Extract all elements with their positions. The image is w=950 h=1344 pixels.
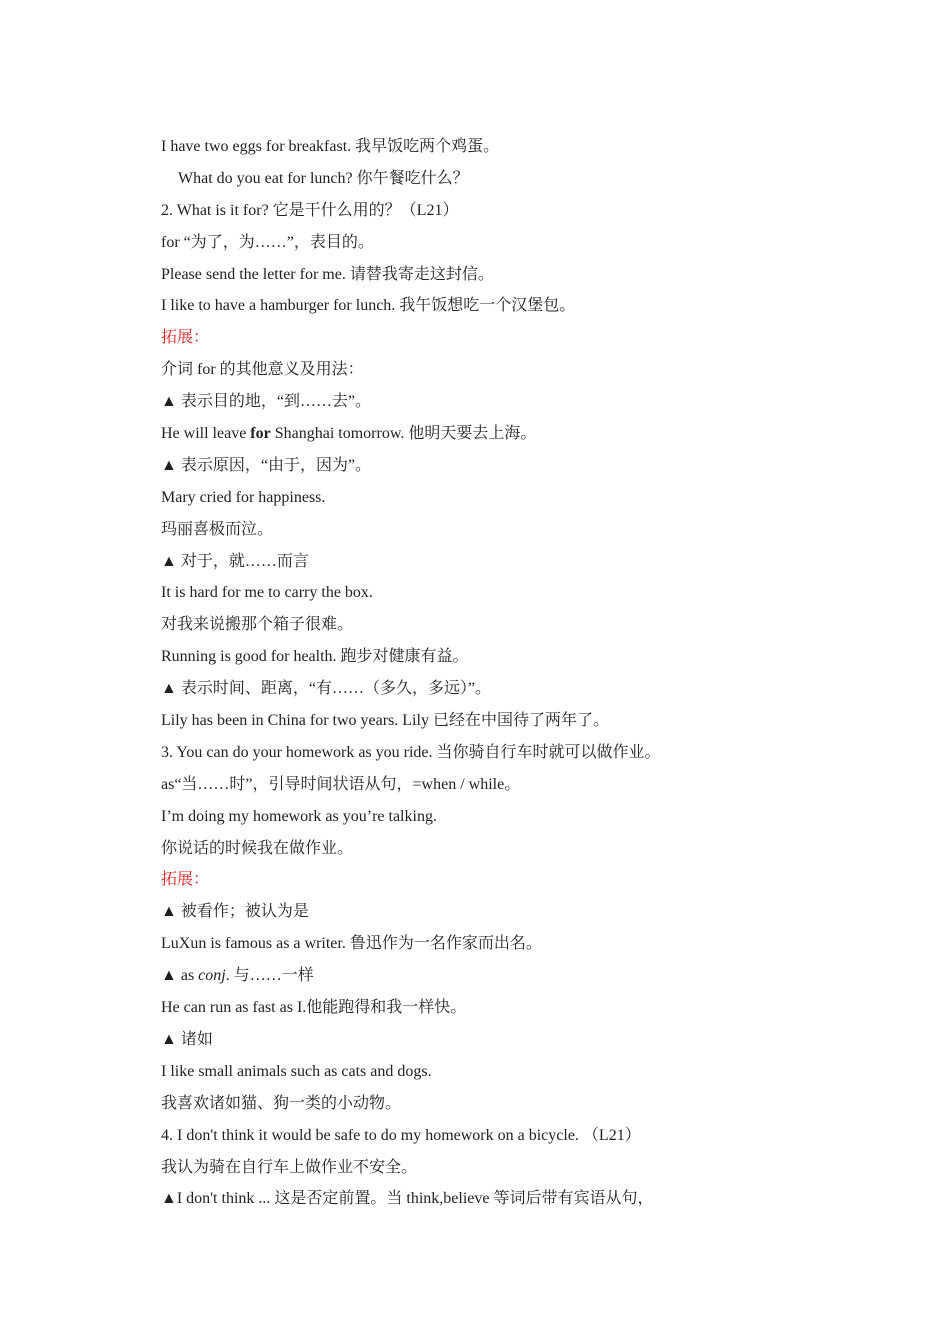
text-line: Please send the letter for me. 请替我寄走这封信。 xyxy=(161,265,494,283)
document-body xyxy=(161,131,881,1215)
bullet-line: ▲I don't think ... 这是否定前置。当 think,believe 等词后带有宾语从句， xyxy=(161,1190,654,1208)
text-line: 我喜欢诸如猫、狗一类的小动物。 xyxy=(161,1094,402,1112)
text-line: I like to have a hamburger for lunch. 我午饭想吃一个汉堡包。 xyxy=(161,297,576,315)
numbered-heading: 2. What is it for? 它是干什么用的？（L21） xyxy=(161,201,459,219)
bullet-line: ▲ 表示时间、距离，“有……（多久，多远）”。 xyxy=(161,680,492,698)
text-line: Mary cried for happiness. xyxy=(161,488,326,506)
bullet-line: ▲ 表示原因，“由于，因为”。 xyxy=(161,456,372,474)
extension-heading: 拓展： xyxy=(161,329,210,347)
text-line: LuXun is famous as a writer. 鲁迅作为一名作家而出名。 xyxy=(161,935,542,953)
text-segment: He will leave xyxy=(161,425,251,443)
italic-word: conj xyxy=(198,967,226,985)
bullet-line: ▲ 对于，就……而言 xyxy=(161,552,309,570)
text-segment: Shanghai tomorrow. 他明天要去上海。 xyxy=(270,425,537,443)
numbered-heading: 4. I don't think it would be safe to do my homework on a bicycle. （L21） xyxy=(161,1126,641,1144)
text-line: I like small animals such as cats and dogs. xyxy=(161,1062,432,1080)
text-line: I’m doing my homework as you’re talking. xyxy=(161,807,437,825)
bold-word: for xyxy=(250,425,271,443)
text-line: What do you eat for lunch? 你午餐吃什么？ xyxy=(178,169,469,187)
text-line: 你说话的时候我在做作业。 xyxy=(161,839,354,857)
text-line: for “为了，为……”，表目的。 xyxy=(161,233,374,251)
bullet-line: ▲ 诸如 xyxy=(161,1030,213,1048)
text-line: 介词 for 的其他意义及用法： xyxy=(161,361,364,379)
text-line xyxy=(161,418,881,450)
text-line: It is hard for me to carry the box. xyxy=(161,584,373,602)
text-line: He can run as fast as I.他能跑得和我一样快。 xyxy=(161,999,467,1017)
numbered-heading: 3. You can do your homework as you ride. 当你骑自行车时就可以做作业。 xyxy=(161,743,661,761)
text-line: 玛丽喜极而泣。 xyxy=(161,520,274,538)
text-line: as“当……时”，引导时间状语从句，=when / while。 xyxy=(161,775,521,793)
text-line: Running is good for health. 跑步对健康有益。 xyxy=(161,648,469,666)
bullet-line: ▲ 被看作；被认为是 xyxy=(161,903,309,921)
text-segment: . 与……一样 xyxy=(225,967,314,985)
bullet-line: ▲ 表示目的地，“到……去”。 xyxy=(161,393,372,411)
text-line: I have two eggs for breakfast. 我早饭吃两个鸡蛋。 xyxy=(161,138,500,155)
bullet-line xyxy=(161,960,881,992)
text-line: Lily has been in China for two years. Lily 已经在中国待了两年了。 xyxy=(161,712,609,730)
text-segment: ▲ as xyxy=(161,967,199,985)
text-line: 对我来说搬那个箱子很难。 xyxy=(161,616,354,634)
text-line: 我认为骑在自行车上做作业不安全。 xyxy=(161,1158,418,1176)
extension-heading: 拓展： xyxy=(161,871,210,889)
